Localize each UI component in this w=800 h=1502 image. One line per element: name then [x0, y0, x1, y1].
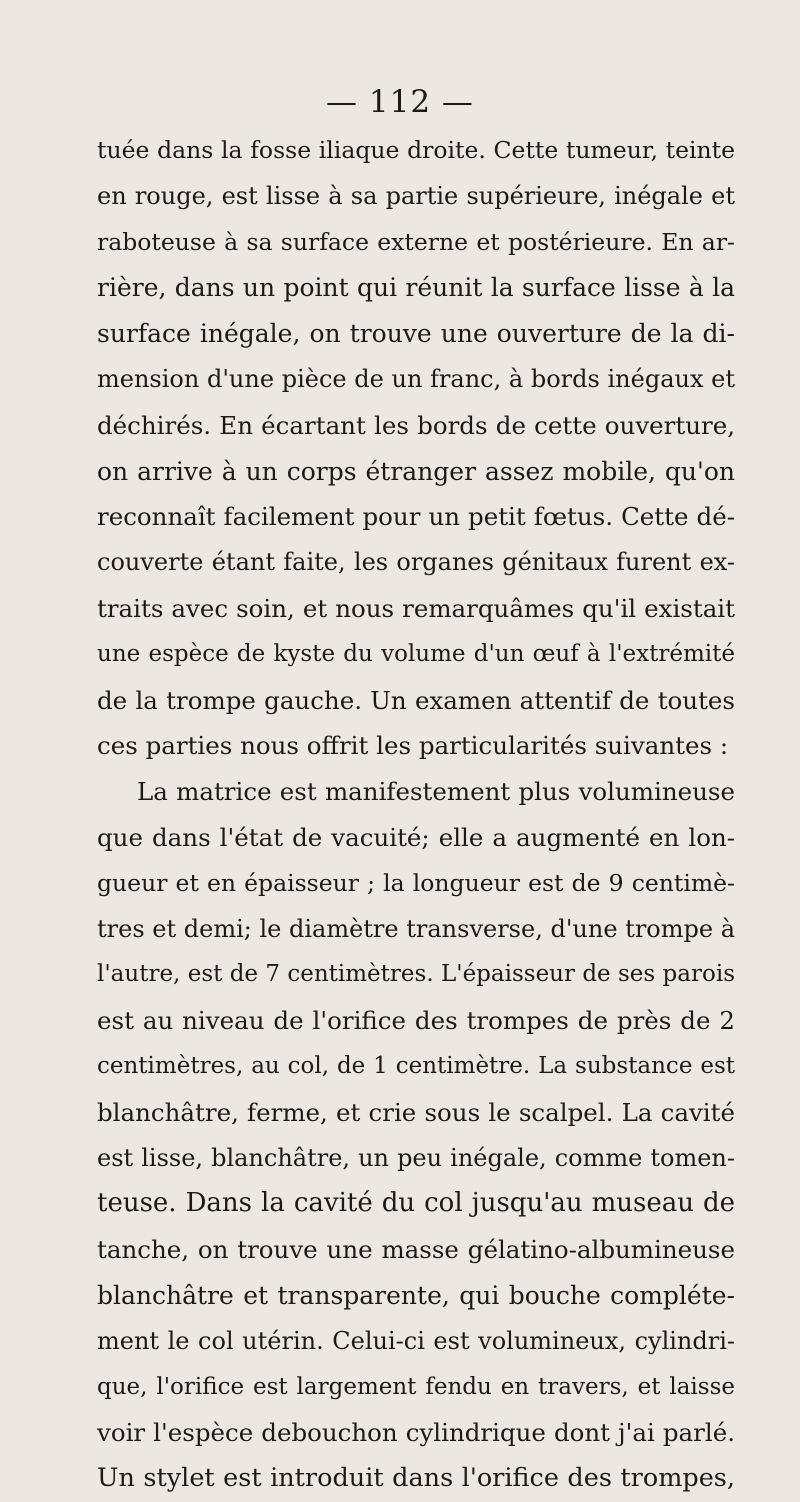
- text-line: Un stylet est introduit dans l'orifice des trompes,: [97, 1463, 735, 1494]
- text-line: que dans l'état de vacuité; elle a augmenté en lon-: [97, 822, 735, 852]
- text-line: de la trompe gauche. Un examen attentif de toutes: [97, 685, 735, 715]
- text-line: blanchâtre, ferme, et crie sous le scalpel. La cavité: [97, 1097, 735, 1127]
- text-line: teuse. Dans la cavité du col jusqu'au museau de: [97, 1188, 735, 1219]
- text-line: est au niveau de l'orifice des trompes de près de 2: [97, 1006, 735, 1036]
- text-line: l'autre, est de 7 centimètres. L'épaisseur de ses parois: [97, 961, 735, 988]
- text-line: tanche, on trouve une masse gélatino-albumineuse: [97, 1235, 735, 1265]
- text-line: blanchâtre et transparente, qui bouche compléte-: [97, 1280, 735, 1310]
- text-line: on arrive à un corps étranger assez mobile, qu'on: [97, 456, 735, 486]
- page-number: — 112 —: [326, 84, 474, 120]
- text-line: La matrice est manifestement plus volumineuse: [137, 777, 735, 807]
- body-text: [97, 128, 735, 1502]
- text-line: rière, dans un point qui réunit la surface lisse à la: [97, 273, 735, 303]
- text-line: déchirés. En écartant les bords de cette ouverture,: [97, 410, 735, 440]
- text-line: centimètres, au col, de 1 centimètre. La substance est: [97, 1052, 735, 1079]
- text-line: mension d'une pièce de un franc, à bords inégaux et: [97, 364, 735, 393]
- text-line: que, l'orifice est largement fendu en travers, et laisse: [97, 1373, 735, 1400]
- text-line: une espèce de kyste du volume d'un œuf à l'extrémité: [97, 640, 735, 667]
- text-line: est lisse, blanchâtre, un peu inégale, comme tomen-: [97, 1143, 735, 1172]
- text-line: gueur et en épaisseur ; la longueur est de 9 centimè-: [97, 868, 735, 897]
- text-line: tres et demi; le diamètre transverse, d'une trompe à: [97, 914, 735, 943]
- text-line: raboteuse à sa surface externe et postérieure. En ar-: [97, 227, 735, 256]
- text-line: ces parties nous offrit les particularités suivantes :: [97, 731, 729, 761]
- text-line: couverte étant faite, les organes génitaux furent ex-: [97, 548, 735, 577]
- text-line: ment le col utérin. Celui-ci est volumineux, cylindri-: [97, 1326, 735, 1355]
- text-line: en rouge, est lisse à sa partie supérieure, inégale et: [97, 181, 735, 210]
- text-line: reconnaît facilement pour un petit fœtus. Cette dé-: [97, 502, 735, 532]
- text-line: traits avec soin, et nous remarquâmes qu'il existait: [97, 593, 735, 623]
- text-line: tuée dans la fosse iliaque droite. Cette tumeur, teinte: [97, 136, 735, 164]
- text-line: surface inégale, on trouve une ouverture de la di-: [97, 319, 735, 349]
- text-line: voir l'espèce debouchon cylindrique dont j'ai parlé.: [97, 1418, 735, 1448]
